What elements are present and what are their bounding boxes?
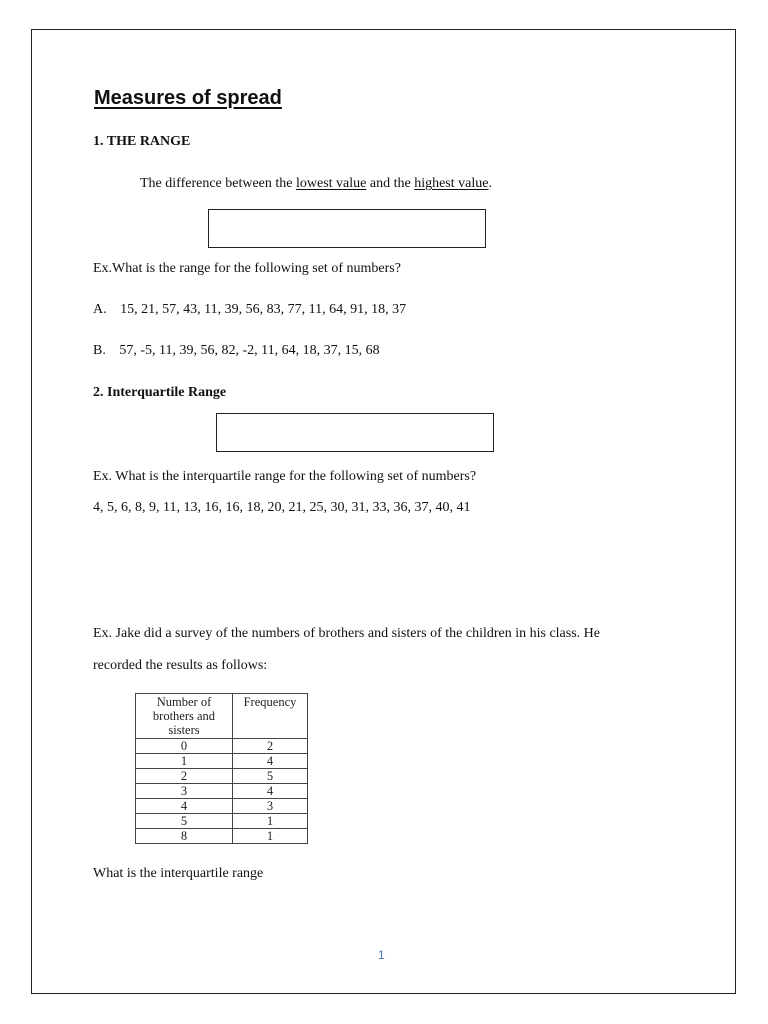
cell-frequency: 3 (233, 799, 308, 814)
cell-frequency: 1 (233, 829, 308, 844)
table-row (136, 829, 308, 844)
definition-middle: and the (366, 176, 415, 191)
table-header-row (136, 694, 308, 739)
definition-term-highest: highest value (414, 176, 489, 191)
range-definition (140, 176, 492, 192)
table-row (136, 739, 308, 754)
cell-value: 8 (136, 829, 233, 844)
cell-frequency: 4 (233, 754, 308, 769)
table-row (136, 754, 308, 769)
cell-frequency: 2 (233, 739, 308, 754)
item-b-values: 57, -5, 11, 39, 56, 82, -2, 11, 64, 18, 37, 15, 68 (119, 343, 380, 358)
range-question: Ex.What is the range for the following set of numbers? (93, 261, 401, 276)
definition-term-lowest: lowest value (296, 176, 367, 191)
header-line: sisters (168, 723, 200, 737)
cell-value: 2 (136, 769, 233, 784)
header-line: brothers and (152, 709, 216, 723)
cell-value: 0 (136, 739, 233, 754)
definition-suffix: . (488, 176, 492, 191)
header-line: Number of (156, 695, 212, 709)
table-row (136, 814, 308, 829)
cell-value: 5 (136, 814, 233, 829)
range-item-a (93, 302, 406, 318)
table-row (136, 799, 308, 814)
survey-text-line1: Ex. Jake did a survey of the numbers of brothers and sisters of the children in his class. He (93, 626, 600, 641)
cell-frequency: 1 (233, 814, 308, 829)
item-b-label: B. (93, 343, 106, 358)
table-row (136, 769, 308, 784)
cell-frequency: 4 (233, 784, 308, 799)
page-number: 1 (378, 948, 385, 962)
iqr-answer-box[interactable] (216, 413, 494, 452)
iqr-values: 4, 5, 6, 8, 9, 11, 13, 16, 16, 18, 20, 21, 25, 30, 31, 33, 36, 37, 40, 41 (93, 500, 471, 515)
section-heading-range: 1. THE RANGE (93, 134, 191, 149)
item-a-values: 15, 21, 57, 43, 11, 39, 56, 83, 77, 11, 64, 91, 18, 37 (120, 302, 407, 317)
header-number-of-siblings (136, 694, 233, 739)
definition-prefix: The difference between the (140, 176, 296, 191)
cell-value: 3 (136, 784, 233, 799)
iqr-question: Ex. What is the interquartile range for the following set of numbers? (93, 469, 477, 484)
table-row (136, 784, 308, 799)
range-item-b (93, 343, 380, 359)
item-a-label: A. (93, 302, 107, 317)
cell-value: 4 (136, 799, 233, 814)
survey-text-line2: recorded the results as follows: (93, 658, 268, 673)
header-frequency: Frequency (233, 694, 308, 739)
survey-question: What is the interquartile range (93, 866, 264, 881)
range-answer-box[interactable] (208, 209, 486, 248)
frequency-table (135, 693, 308, 844)
section-heading-iqr: 2. Interquartile Range (93, 385, 227, 400)
document-page (31, 29, 736, 994)
page-title: Measures of spread (94, 87, 282, 109)
cell-frequency: 5 (233, 769, 308, 784)
cell-value: 1 (136, 754, 233, 769)
